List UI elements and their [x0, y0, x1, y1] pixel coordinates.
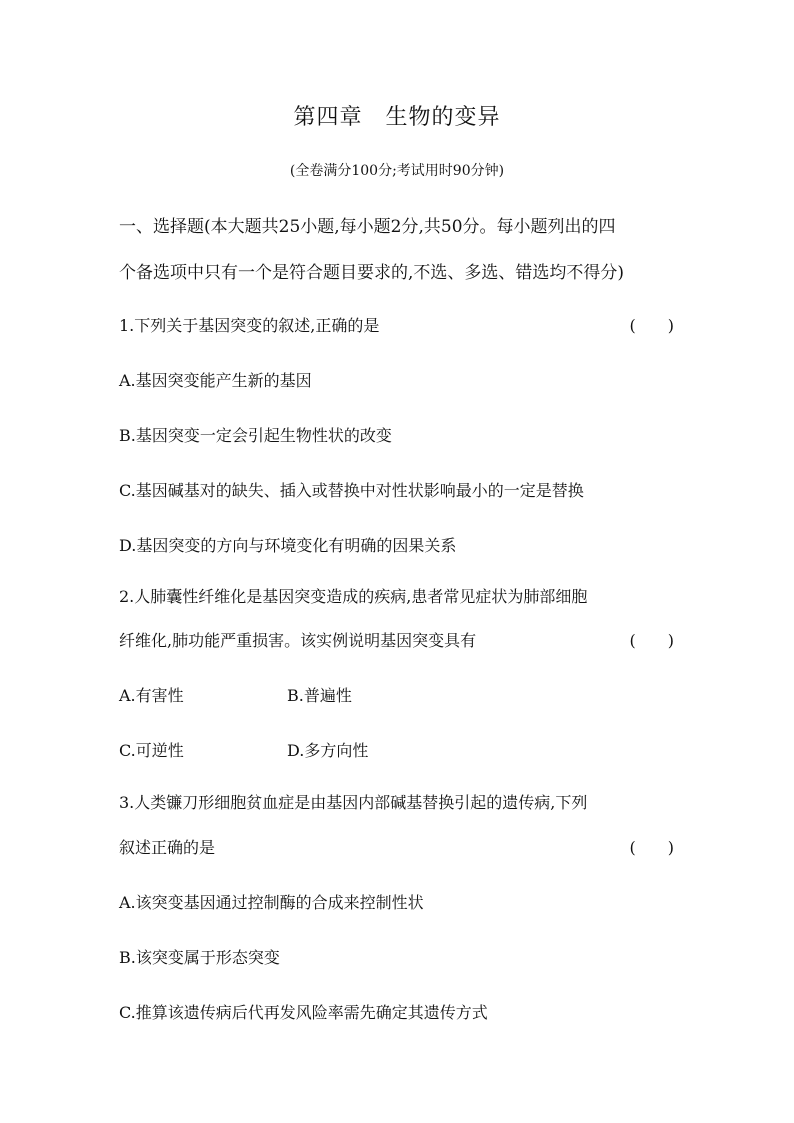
page-subtitle: (全卷满分100分;考试用时90分钟) [289, 163, 505, 179]
section-instructions-line-2: 个备选项中只有一个是符合题目要求的,不选、多选、错选均不得分) [119, 263, 625, 283]
question-3-option-c: C.推算该遗传病后代再发风险率需先确定其遗传方式 [119, 1003, 488, 1022]
question-2-option-d: D.多方向性 [287, 741, 369, 760]
question-2-answer-paren: ( ) [629, 631, 674, 650]
question-2-stem-line-2: 纤维化,肺功能严重损害。该实例说明基因突变具有 [119, 631, 477, 650]
question-1-option-d: D.基因突变的方向与环境变化有明确的因果关系 [119, 536, 457, 555]
question-2-option-c: C.可逆性 [119, 741, 184, 760]
question-1-stem: 1.下列关于基因突变的叙述,正确的是 [119, 316, 380, 335]
question-3-stem-line-2: 叙述正确的是 [119, 838, 216, 857]
question-3-stem-line-1: 3.人类镰刀形细胞贫血症是由基因内部碱基替换引起的遗传病,下列 [119, 793, 588, 812]
question-1-option-c: C.基因碱基对的缺失、插入或替换中对性状影响最小的一定是替换 [119, 481, 584, 500]
question-2-option-b: B.普遍性 [287, 686, 352, 705]
question-1-option-a: A.基因突变能产生新的基因 [119, 371, 312, 390]
question-3-option-a: A.该突变基因通过控制酶的合成来控制性状 [119, 893, 424, 912]
page-title: 第四章 生物的变异 [293, 105, 501, 130]
question-2-stem-line-1: 2.人肺囊性纤维化是基因突变造成的疾病,患者常见症状为肺部细胞 [119, 587, 588, 606]
question-1-answer-paren: ( ) [629, 316, 674, 335]
question-3-option-b: B.该突变属于形态突变 [119, 948, 280, 967]
question-3-answer-paren: ( ) [629, 838, 674, 857]
section-instructions-line-1: 一、选择题(本大题共25小题,每小题2分,共50分。每小题列出的四 [119, 217, 616, 237]
question-2-option-a: A.有害性 [119, 686, 184, 705]
question-1-option-b: B.基因突变一定会引起生物性状的改变 [119, 426, 392, 445]
